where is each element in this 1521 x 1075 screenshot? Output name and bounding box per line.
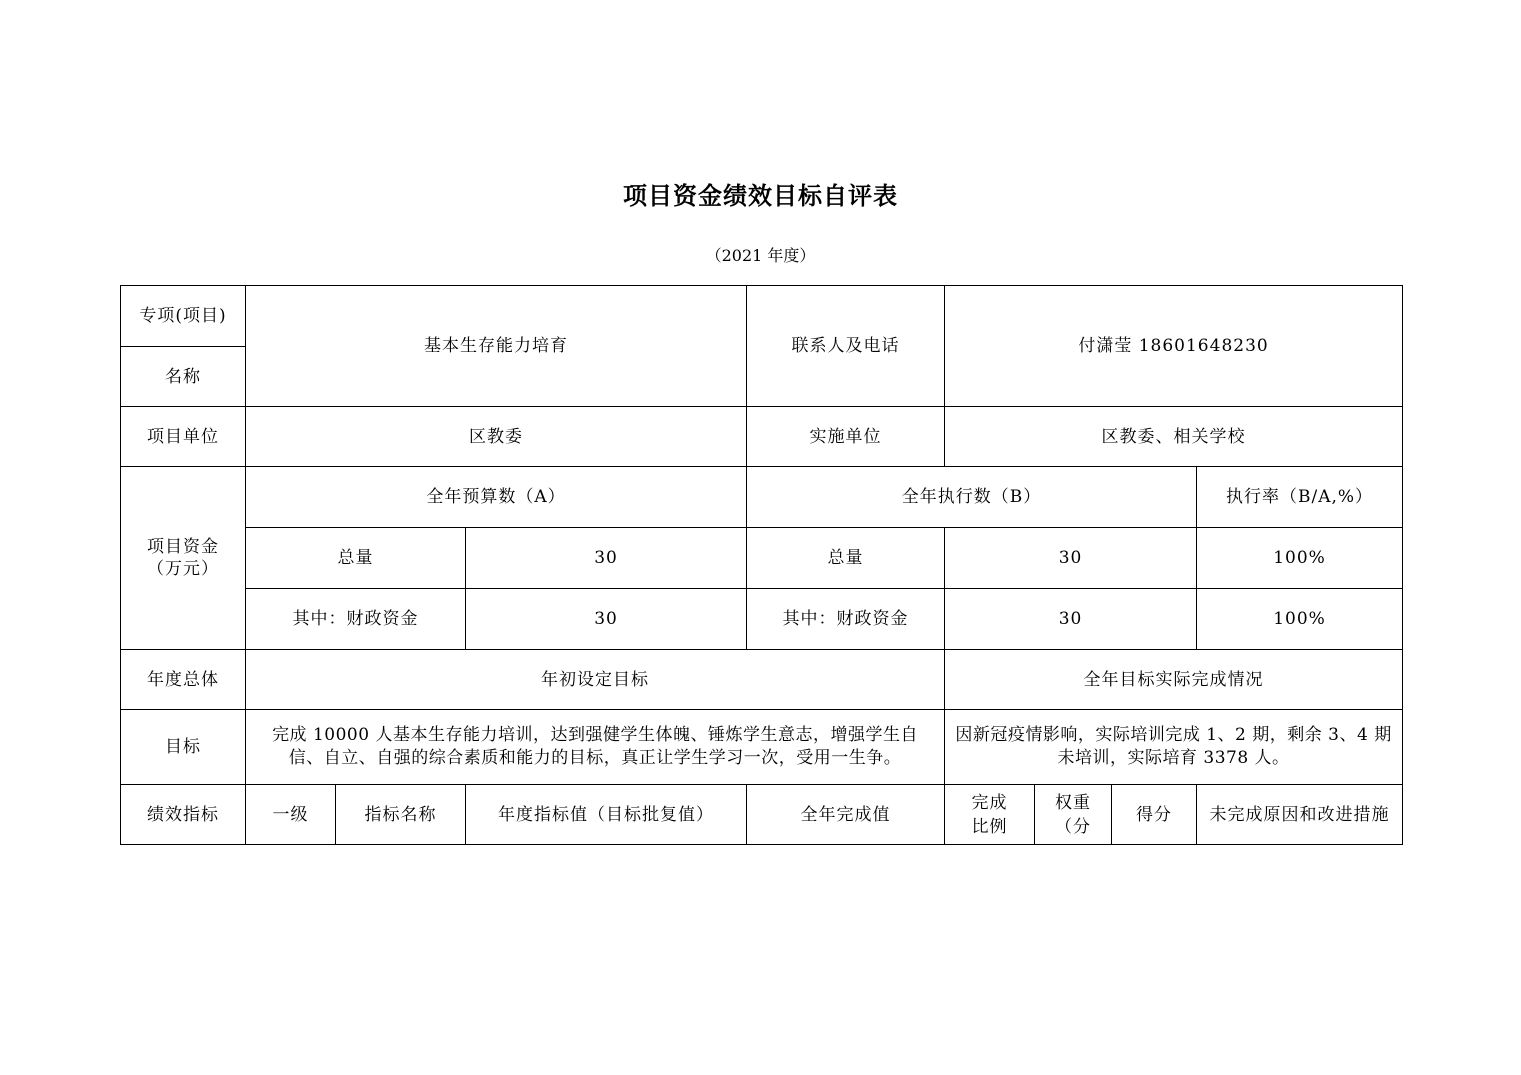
project-unit-label: 项目单位 <box>121 407 246 467</box>
total-rate: 100% <box>1197 528 1403 589</box>
impl-unit-value: 区教委、相关学校 <box>945 407 1403 467</box>
project-unit-value: 区教委 <box>246 407 747 467</box>
table-row <box>121 467 1403 528</box>
indicator-weight-header: 权重（分 <box>1035 785 1112 845</box>
table-row <box>121 785 1403 845</box>
actual-goal-header: 全年目标实际完成情况 <box>945 650 1403 710</box>
annual-goal-label-2: 目标 <box>121 710 246 785</box>
set-goal-value: 完成 10000 人基本生存能力培训，达到强健学生体魄、锤炼学生意志，增强学生自信、自立、自强的综合素质和能力的目标，真正让学生学习一次，受用一生争。 <box>246 710 945 785</box>
indicator-target-header: 年度指标值（目标批复值） <box>466 785 747 845</box>
indicator-name-header: 指标名称 <box>336 785 466 845</box>
table-row <box>121 407 1403 467</box>
budget-header: 全年预算数（A） <box>246 467 747 528</box>
table-row <box>121 286 1403 347</box>
self-evaluation-table <box>120 285 1403 845</box>
project-label-cell: 专项(项目) <box>121 286 246 347</box>
contact-label: 联系人及电话 <box>747 286 945 407</box>
impl-unit-label: 实施单位 <box>747 407 945 467</box>
total-label: 总量 <box>246 528 466 589</box>
total-exec: 30 <box>945 528 1197 589</box>
contact-value: 付潇莹 18601648230 <box>945 286 1403 407</box>
indicator-score-header: 得分 <box>1112 785 1197 845</box>
indicator-actual-header: 全年完成值 <box>747 785 945 845</box>
indicators-label: 绩效指标 <box>121 785 246 845</box>
fiscal-rate: 100% <box>1197 589 1403 650</box>
fiscal-budget: 30 <box>466 589 747 650</box>
document-title: 项目资金绩效目标自评表 <box>623 182 898 210</box>
set-goal-header: 年初设定目标 <box>246 650 945 710</box>
fiscal-exec: 30 <box>945 589 1197 650</box>
funds-label: 项目资金（万元） <box>121 467 246 650</box>
document-year: （2021 年度） <box>705 246 816 265</box>
rate-header: 执行率（B/A,%） <box>1197 467 1403 528</box>
exec-header: 全年执行数（B） <box>747 467 1197 528</box>
total-budget: 30 <box>466 528 747 589</box>
actual-goal-value: 因新冠疫情影响，实际培训完成 1、2 期，剩余 3、4 期未培训，实际培育 3378 人。 <box>945 710 1403 785</box>
annual-goal-label: 年度总体 <box>121 650 246 710</box>
fiscal-exec-label: 其中：财政资金 <box>747 589 945 650</box>
project-label-cell-2: 名称 <box>121 347 246 407</box>
table-row <box>121 528 1403 589</box>
table-row <box>121 650 1403 710</box>
table-row <box>121 589 1403 650</box>
project-name-value: 基本生存能力培育 <box>246 286 747 407</box>
indicator-ratio-header: 完成比例 <box>945 785 1035 845</box>
total-exec-label: 总量 <box>747 528 945 589</box>
indicator-reason-header: 未完成原因和改进措施 <box>1197 785 1403 845</box>
fiscal-label: 其中：财政资金 <box>246 589 466 650</box>
table-row <box>121 710 1403 785</box>
indicator-level1-header: 一级 <box>246 785 336 845</box>
